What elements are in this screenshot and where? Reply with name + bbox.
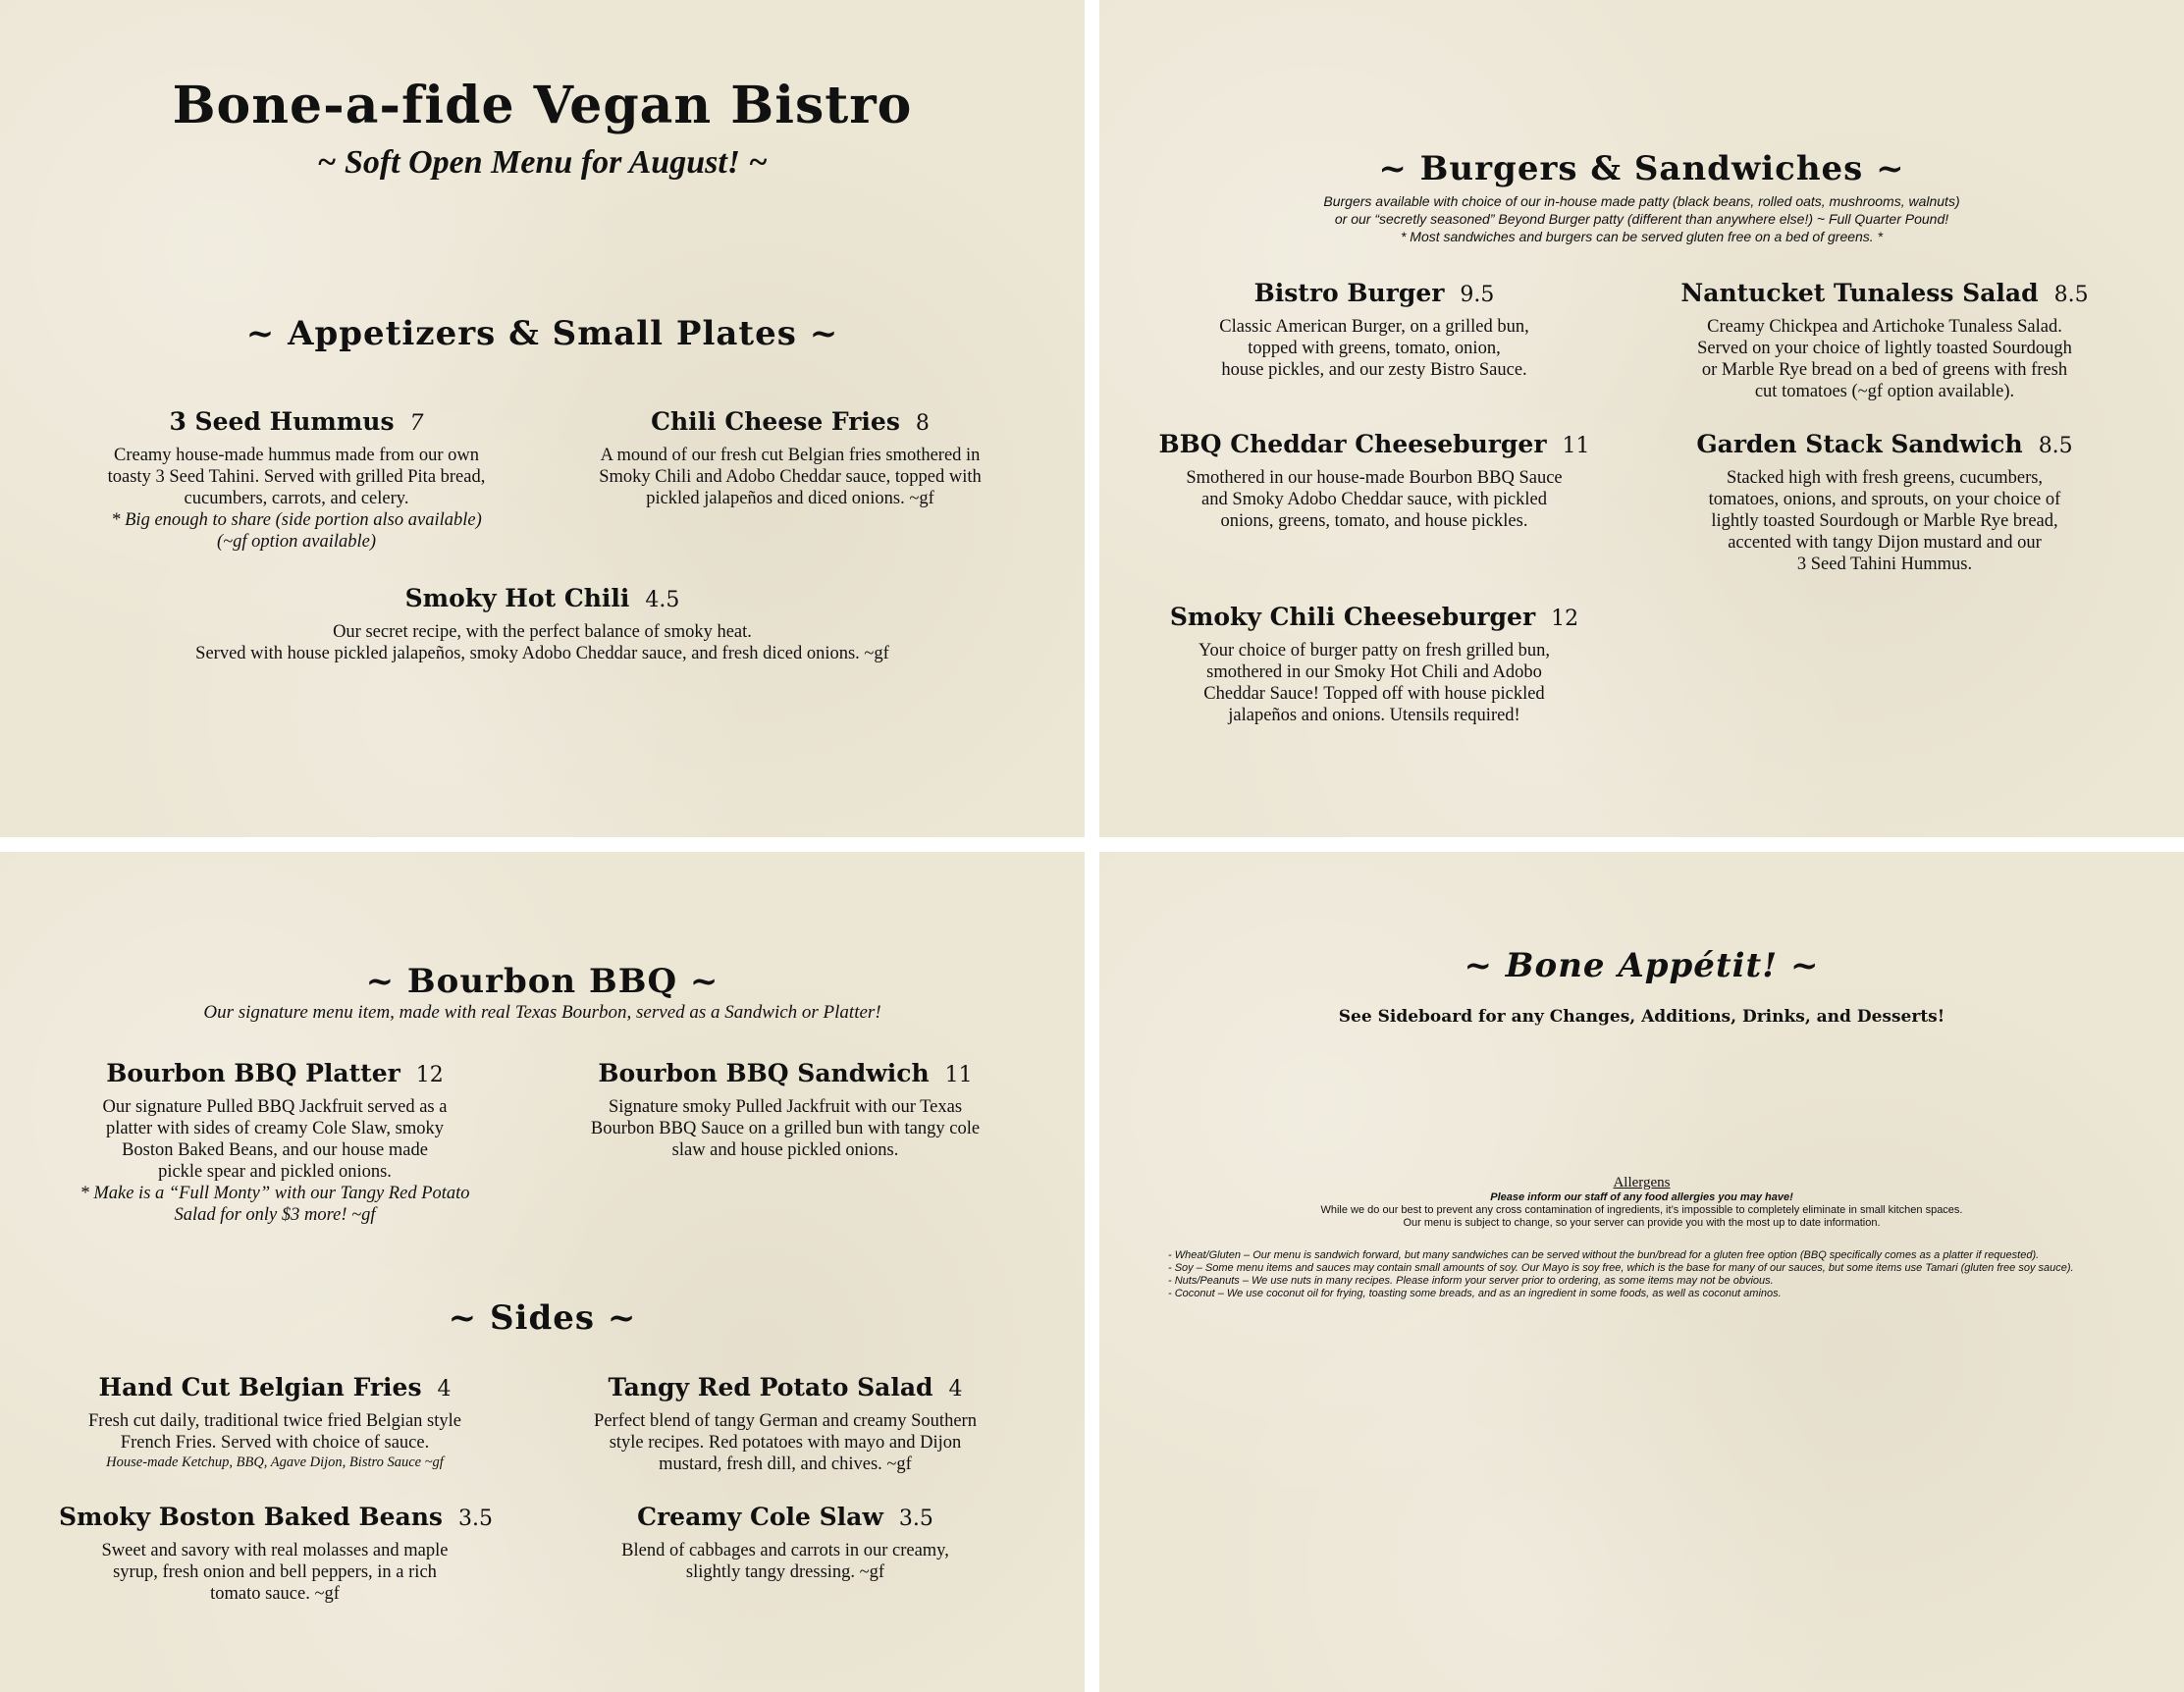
- menu-item-tangy-red-potato-salad: [550, 1370, 1021, 1475]
- item-price: 4.5: [645, 588, 680, 612]
- menu-text: Served with house pickled jalapeños, smoky Adobo Cheddar sauce, and fresh diced onions. ~gf: [195, 644, 889, 663]
- allergen-wheat: - Wheat/Gluten – Our menu is sandwich forward, but many sandwiches can be served without the bun/bread for a gluten free option (BBQ specifically comes as a platter if requested).: [1168, 1249, 2040, 1261]
- item-price: 11: [944, 1063, 973, 1087]
- item-name: Bourbon BBQ Sandwich: [598, 1059, 930, 1087]
- menu-item-bourbon-bbq-platter: [59, 1056, 491, 1226]
- menu-text: * Most sandwiches and burgers can be served gluten free on a bed of greens. *: [1400, 229, 1884, 244]
- menu-text: tomato sauce. ~gf: [210, 1584, 340, 1604]
- menu-text: platter with sides of creamy Cole Slaw, smoky: [105, 1119, 445, 1138]
- item-price: 4: [437, 1377, 452, 1401]
- menu-text: topped with greens, tomato, onion,: [1248, 339, 1501, 358]
- menu-item-creamy-cole-slaw: [550, 1500, 1021, 1583]
- item-price: 8.5: [2038, 434, 2073, 458]
- allergens-list: [1168, 1249, 2150, 1300]
- menu-page-closing: [1099, 852, 2184, 1692]
- allergens-block: [1099, 1174, 2184, 1230]
- menu-text: house pickles, and our zesty Bistro Sauce.: [1221, 360, 1527, 380]
- menu-text: Stacked high with fresh greens, cucumbers,: [1726, 468, 2044, 488]
- menu-text: accented with tangy Dijon mustard and our: [1728, 533, 2042, 553]
- menu-text: Smoky Chili and Adobo Cheddar sauce, topped with: [599, 467, 982, 487]
- sideboard-note: See Sideboard for any Changes, Additions, Drinks, and Desserts!: [1338, 1007, 1945, 1027]
- item-price: 8: [915, 411, 930, 436]
- item-name: Smoky Hot Chili: [404, 584, 630, 612]
- menu-page-bbq-sides: [0, 852, 1085, 1692]
- section-heading-bourbon-bbq: ~ Bourbon BBQ ~: [365, 962, 719, 1001]
- menu-page-appetizers: [0, 0, 1085, 837]
- menu-text: 3 Seed Tahini Hummus.: [1796, 555, 1973, 574]
- item-name: Bourbon BBQ Platter: [106, 1059, 400, 1087]
- menu-text: Burgers available with choice of our in-house made patty (black beans, rolled oats, mushrooms, walnuts): [1323, 193, 1960, 209]
- item-price: 11: [1562, 434, 1590, 458]
- menu-text: Our secret recipe, with the perfect balance of smoky heat.: [333, 622, 752, 642]
- menu-text: Blend of cabbages and carrots in our creamy,: [621, 1541, 949, 1560]
- menu-text: Boston Baked Beans, and our house made: [122, 1140, 428, 1160]
- menu-text: Creamy house-made hummus made from our own: [114, 446, 479, 465]
- item-price: 12: [1551, 607, 1579, 631]
- menu-text: Bourbon BBQ Sauce on a grilled bun with tangy cole: [590, 1119, 981, 1138]
- menu-text: Salad for only $3 more! ~gf: [174, 1205, 376, 1225]
- item-price: 7: [409, 411, 424, 436]
- section-heading-sides: ~ Sides ~: [448, 1298, 637, 1338]
- menu-item-hand-cut-belgian-fries: [59, 1370, 491, 1471]
- allergen-coconut: - Coconut – We use coconut oil for frying, toasting some breads, and as an ingredient in some foods, as well as coconut aminos.: [1168, 1288, 1782, 1299]
- menu-text: French Fries. Served with choice of sauce.: [120, 1433, 430, 1453]
- menu-text: pickled jalapeños and diced onions. ~gf: [646, 489, 934, 508]
- menu-text: or our “secretly seasoned” Beyond Burger patty (different than anywhere else!) ~ Full Quarter Pound!: [1334, 211, 1949, 227]
- item-price: 8.5: [2053, 283, 2089, 307]
- menu-text: While we do our best to prevent any cross contamination of ingredients, it’s impossible to completely eliminate in small kitchen spaces.: [1320, 1204, 1963, 1216]
- menu-item-3-seed-hummus: [80, 404, 512, 553]
- bbq-intro: Our signature menu item, made with real Texas Bourbon, served as a Sandwich or Platter!: [203, 1002, 881, 1023]
- item-name: Creamy Cole Slaw: [637, 1503, 883, 1531]
- menu-text: syrup, fresh onion and bell peppers, in a rich: [113, 1562, 437, 1582]
- menu-item-nantucket-tunaless-salad: [1649, 276, 2120, 402]
- menu-item-bbq-cheddar-cheeseburger: [1148, 427, 1600, 532]
- menu-item-smoky-chili-cheeseburger: [1158, 600, 1590, 726]
- menu-subtitle: ~ Soft Open Menu for August! ~: [317, 144, 768, 181]
- allergens-title: Allergens: [1613, 1175, 1671, 1190]
- menu-item-garden-stack-sandwich: [1649, 427, 2120, 575]
- item-name: Chili Cheese Fries: [651, 407, 900, 436]
- menu-text: cut tomatoes (~gf option available).: [1754, 382, 2015, 401]
- menu-text: Our signature Pulled BBQ Jackfruit served as a: [102, 1097, 448, 1117]
- menu-text: mustard, fresh dill, and chives. ~gf: [659, 1454, 912, 1474]
- menu-text: * Big enough to share (side portion also available): [111, 510, 482, 530]
- menu-text: lightly toasted Sourdough or Marble Rye bread,: [1711, 511, 2058, 531]
- menu-text: cucumbers, carrots, and celery.: [184, 489, 409, 508]
- menu-text: style recipes. Red potatoes with mayo and Dijon: [609, 1433, 962, 1453]
- menu-text: Our menu is subject to change, so your server can provide you with the most up to date information.: [1403, 1217, 1881, 1229]
- closing-heading: ~ Bone Appétit! ~: [1464, 946, 1820, 985]
- burgers-intro: [1099, 192, 2184, 245]
- section-heading-appetizers: ~ Appetizers & Small Plates ~: [245, 314, 839, 353]
- item-name: Bistro Burger: [1253, 279, 1445, 307]
- menu-text: * Make is a “Full Monty” with our Tangy Red Potato: [80, 1184, 470, 1203]
- item-price: 3.5: [457, 1507, 493, 1531]
- item-name: BBQ Cheddar Cheeseburger: [1158, 430, 1547, 458]
- item-name: Garden Stack Sandwich: [1696, 430, 2023, 458]
- menu-text: smothered in our Smoky Hot Chili and Adobo: [1206, 662, 1542, 682]
- allergen-soy: - Soy – Some menu items and sauces may contain small amounts of soy. Our Mayo is soy free, which is the base for many of our sauces, but some items use Tamari (gluten free soy sauce).: [1168, 1262, 2074, 1274]
- menu-text: Fresh cut daily, traditional twice fried Belgian style: [88, 1411, 461, 1431]
- menu-text: Classic American Burger, on a grilled bun,: [1219, 317, 1529, 337]
- menu-item-bourbon-bbq-sandwich: [550, 1056, 1021, 1161]
- menu-text: slightly tangy dressing. ~gf: [685, 1562, 885, 1582]
- menu-text: toasty 3 Seed Tahini. Served with grilled Pita bread,: [107, 467, 486, 487]
- menu-text: Signature smoky Pulled Jackfruit with our Texas: [608, 1097, 963, 1117]
- menu-text: tomatoes, onions, and sprouts, on your choice of: [1708, 490, 2061, 509]
- menu-text: Sweet and savory with real molasses and maple: [101, 1541, 449, 1560]
- item-name: Smoky Chili Cheeseburger: [1169, 603, 1536, 631]
- menu-text: Cheddar Sauce! Topped off with house pickled: [1203, 684, 1545, 704]
- menu-text: Your choice of burger patty on fresh grilled bun,: [1199, 641, 1550, 661]
- item-name: Smoky Boston Baked Beans: [59, 1503, 443, 1531]
- menu-text: and Smoky Adobo Cheddar sauce, with pickled: [1201, 490, 1547, 509]
- menu-page-burgers: [1099, 0, 2184, 837]
- item-name: Hand Cut Belgian Fries: [98, 1373, 422, 1401]
- menu-text: jalapeños and onions. Utensils required!: [1228, 706, 1520, 725]
- allergen-nuts: - Nuts/Peanuts – We use nuts in many recipes. Please inform your server prior to ordering, as some items may not be obvious.: [1168, 1275, 1774, 1287]
- menu-text: Perfect blend of tangy German and creamy Southern: [594, 1411, 977, 1431]
- item-price: 9.5: [1460, 283, 1495, 307]
- allergens-warning: Please inform our staff of any food allergies you may have!: [1490, 1191, 1793, 1203]
- item-price: 12: [415, 1063, 444, 1087]
- menu-text: slaw and house pickled onions.: [671, 1140, 899, 1160]
- menu-item-bistro-burger: [1158, 276, 1590, 381]
- item-name: Nantucket Tunaless Salad: [1680, 279, 2039, 307]
- section-heading-burgers: ~ Burgers & Sandwiches ~: [1378, 149, 1905, 188]
- menu-text: or Marble Rye bread on a bed of greens with fresh: [1701, 360, 2068, 380]
- restaurant-title: Bone-a-fide Vegan Bistro: [172, 76, 913, 135]
- menu-text: House-made Ketchup, BBQ, Agave Dijon, Bistro Sauce ~gf: [106, 1454, 444, 1470]
- menu-item-smoky-hot-chili: [59, 581, 1026, 664]
- menu-text: A mound of our fresh cut Belgian fries smothered in: [600, 446, 981, 465]
- menu-item-chili-cheese-fries: [559, 404, 1021, 509]
- item-price: 4: [948, 1377, 963, 1401]
- item-name: 3 Seed Hummus: [169, 407, 395, 436]
- menu-text: Smothered in our house-made Bourbon BBQ Sauce: [1186, 468, 1563, 488]
- menu-item-smoky-boston-baked-beans: [59, 1500, 491, 1605]
- menu-text: Served on your choice of lightly toasted Sourdough: [1697, 339, 2072, 358]
- menu-text: Creamy Chickpea and Artichoke Tunaless Salad.: [1707, 317, 2062, 337]
- menu-text: onions, greens, tomato, and house pickles.: [1220, 511, 1528, 531]
- item-price: 3.5: [898, 1507, 933, 1531]
- menu-text: pickle spear and pickled onions.: [158, 1162, 392, 1182]
- menu-text: (~gf option available): [216, 532, 377, 552]
- item-name: Tangy Red Potato Salad: [608, 1373, 933, 1401]
